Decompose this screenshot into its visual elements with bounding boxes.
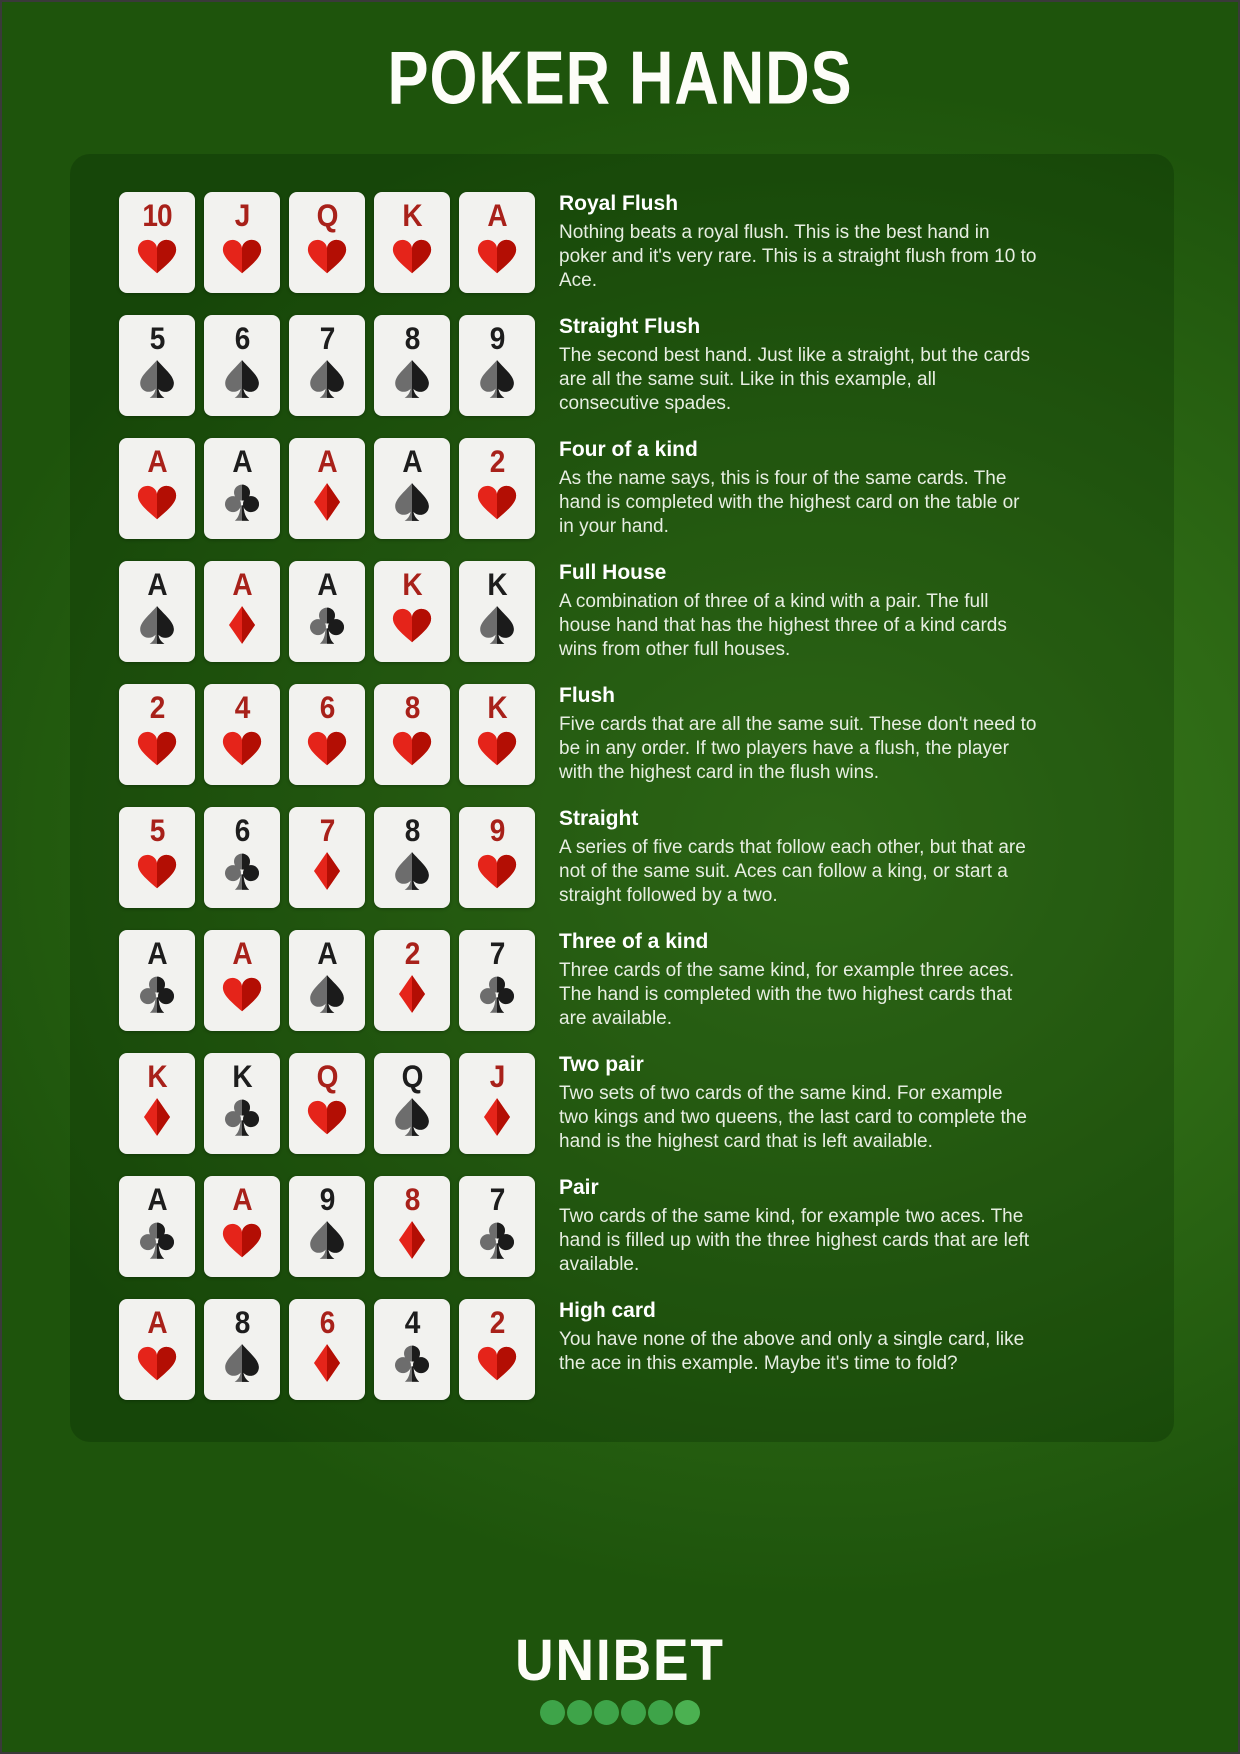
brand-dot	[567, 1700, 592, 1725]
heart-icon	[391, 604, 433, 646]
card-rank: 8	[404, 813, 420, 848]
brand-dots	[2, 1700, 1238, 1725]
diamond-icon	[136, 1096, 178, 1138]
hand-description: You have none of the above and only a single card, like the ace in this example. Maybe it's time to fold?	[559, 1329, 1025, 1375]
card-rank: K	[402, 567, 422, 602]
card-rank: 8	[404, 1182, 420, 1217]
card-rank: A	[317, 936, 337, 971]
playing-card	[374, 1053, 450, 1154]
card-group	[119, 1053, 535, 1154]
heart-icon	[391, 727, 433, 769]
heart-icon	[221, 727, 263, 769]
playing-card	[459, 192, 535, 293]
playing-card	[459, 930, 535, 1031]
card-rank: 10	[142, 198, 172, 233]
playing-card	[119, 807, 195, 908]
card-rank: 9	[489, 321, 505, 356]
card-rank: A	[232, 567, 252, 602]
club-icon	[476, 1219, 518, 1261]
hand-name: Four of a kind	[559, 438, 698, 461]
hand-info	[559, 1299, 1037, 1376]
card-rank: A	[232, 936, 252, 971]
spade-icon	[476, 358, 518, 400]
club-icon	[136, 973, 178, 1015]
spade-icon	[306, 358, 348, 400]
playing-card	[289, 684, 365, 785]
playing-card	[119, 1053, 195, 1154]
hand-info	[559, 561, 1037, 662]
card-rank: 8	[234, 1305, 250, 1340]
card-rank: A	[147, 444, 167, 479]
hand-name: High card	[559, 1299, 656, 1322]
playing-card	[374, 315, 450, 416]
card-rank: 2	[489, 1305, 505, 1340]
playing-card	[289, 438, 365, 539]
spade-icon	[306, 973, 348, 1015]
brand-dot	[648, 1700, 673, 1725]
card-rank: 7	[489, 1182, 505, 1217]
hand-row	[119, 438, 1174, 539]
heart-icon	[136, 850, 178, 892]
hand-description: As the name says, this is four of the same cards. The hand is completed with the highest card on the table or in your hand.	[559, 468, 1020, 538]
playing-card	[374, 807, 450, 908]
card-rank: K	[402, 198, 422, 233]
hand-description: Five cards that are all the same suit. These don't need to be in any order. If two players have a flush, the player with the highest card in the flush wins.	[559, 714, 1037, 784]
card-rank: A	[402, 444, 422, 479]
card-rank: 5	[149, 813, 165, 848]
brand-dot	[540, 1700, 565, 1725]
diamond-icon	[306, 481, 348, 523]
hand-info	[559, 438, 1037, 539]
card-group	[119, 438, 535, 539]
hand-name: Straight	[559, 807, 639, 830]
playing-card	[119, 1176, 195, 1277]
diamond-icon	[391, 1219, 433, 1261]
card-rank: A	[232, 444, 252, 479]
spade-icon	[391, 1096, 433, 1138]
heart-icon	[476, 481, 518, 523]
spade-icon	[391, 850, 433, 892]
heart-icon	[221, 235, 263, 277]
playing-card	[289, 1053, 365, 1154]
playing-card	[119, 192, 195, 293]
card-rank: 7	[489, 936, 505, 971]
diamond-icon	[306, 1342, 348, 1384]
hand-name: Flush	[559, 684, 615, 707]
hand-description: The second best hand. Just like a straight, but the cards are all the same suit. Like in this example, all consecutive spades.	[559, 345, 1031, 415]
heart-icon	[136, 1342, 178, 1384]
unibet-logo: UNIBET	[515, 1628, 725, 1693]
diamond-icon	[221, 604, 263, 646]
card-rank: A	[147, 1182, 167, 1217]
heart-icon	[136, 481, 178, 523]
card-rank: 2	[149, 690, 165, 725]
hand-info	[559, 315, 1037, 416]
playing-card	[374, 561, 450, 662]
card-group	[119, 807, 535, 908]
brand-dot	[621, 1700, 646, 1725]
heart-icon	[476, 1342, 518, 1384]
card-rank: J	[234, 198, 250, 233]
playing-card	[119, 561, 195, 662]
playing-card	[119, 1299, 195, 1400]
playing-card	[204, 315, 280, 416]
playing-card	[204, 561, 280, 662]
card-group	[119, 1176, 535, 1277]
club-icon	[221, 481, 263, 523]
card-rank: 6	[234, 321, 250, 356]
playing-card	[204, 684, 280, 785]
spade-icon	[221, 358, 263, 400]
heart-icon	[221, 1219, 263, 1261]
card-rank: A	[147, 567, 167, 602]
hand-row	[119, 930, 1174, 1031]
playing-card	[119, 438, 195, 539]
card-rank: 9	[319, 1182, 335, 1217]
playing-card	[374, 1176, 450, 1277]
card-rank: Q	[401, 1059, 423, 1094]
heart-icon	[306, 727, 348, 769]
playing-card	[374, 192, 450, 293]
playing-card	[204, 1053, 280, 1154]
hand-row	[119, 1053, 1174, 1154]
playing-card	[459, 315, 535, 416]
hand-name: Pair	[559, 1176, 599, 1199]
card-rank: J	[489, 1059, 505, 1094]
playing-card	[289, 315, 365, 416]
card-rank: 8	[404, 321, 420, 356]
card-rank: A	[147, 1305, 167, 1340]
playing-card	[289, 1176, 365, 1277]
playing-card	[289, 561, 365, 662]
hand-description: Nothing beats a royal flush. This is the best hand in poker and it's very rare. This is a straight flush from 10 to Ace.	[559, 222, 1037, 292]
hand-row	[119, 1176, 1174, 1277]
hand-info	[559, 930, 1037, 1031]
playing-card	[289, 807, 365, 908]
hand-info	[559, 684, 1037, 785]
card-rank: 7	[319, 321, 335, 356]
playing-card	[374, 684, 450, 785]
card-group	[119, 315, 535, 416]
playing-card	[374, 930, 450, 1031]
club-icon	[391, 1342, 433, 1384]
spade-icon	[221, 1342, 263, 1384]
hand-row	[119, 807, 1174, 908]
hand-description: Two cards of the same kind, for example two aces. The hand is filled up with the three highest cards that are left available.	[559, 1206, 1029, 1276]
diamond-icon	[391, 973, 433, 1015]
hand-row	[119, 315, 1174, 416]
spade-icon	[391, 481, 433, 523]
playing-card	[204, 1176, 280, 1277]
diamond-icon	[306, 850, 348, 892]
spade-icon	[476, 604, 518, 646]
heart-icon	[306, 1096, 348, 1138]
heart-icon	[136, 235, 178, 277]
heart-icon	[221, 973, 263, 1015]
hand-name: Royal Flush	[559, 192, 679, 215]
hand-name: Two pair	[559, 1053, 644, 1076]
playing-card	[204, 930, 280, 1031]
heart-icon	[476, 850, 518, 892]
card-rank: 6	[319, 1305, 335, 1340]
heart-icon	[306, 235, 348, 277]
card-group	[119, 192, 535, 293]
playing-card	[374, 438, 450, 539]
hand-name: Full House	[559, 561, 667, 584]
page-title: POKER HANDS	[387, 35, 853, 120]
playing-card	[204, 192, 280, 293]
playing-card	[204, 438, 280, 539]
playing-card	[119, 315, 195, 416]
diamond-icon	[476, 1096, 518, 1138]
spade-icon	[136, 604, 178, 646]
playing-card	[289, 930, 365, 1031]
playing-card	[459, 684, 535, 785]
card-rank: A	[317, 444, 337, 479]
card-group	[119, 684, 535, 785]
card-rank: 8	[404, 690, 420, 725]
playing-card	[459, 1053, 535, 1154]
heart-icon	[476, 727, 518, 769]
playing-card	[459, 561, 535, 662]
spade-icon	[306, 1219, 348, 1261]
card-rank: A	[147, 936, 167, 971]
playing-card	[119, 684, 195, 785]
card-rank: 2	[489, 444, 505, 479]
card-rank: K	[147, 1059, 167, 1094]
hand-row	[119, 192, 1174, 293]
card-rank: 9	[489, 813, 505, 848]
card-rank: A	[317, 567, 337, 602]
playing-card	[459, 807, 535, 908]
hands-panel	[70, 154, 1174, 1442]
hand-description: Two sets of two cards of the same kind. For example two kings and two queens, the last card to complete the hand is the highest card that is left available.	[559, 1083, 1027, 1153]
card-rank: Q	[316, 198, 338, 233]
hand-info	[559, 1053, 1037, 1154]
brand-dot	[594, 1700, 619, 1725]
brand-dot	[675, 1700, 700, 1725]
playing-card	[374, 1299, 450, 1400]
card-group	[119, 930, 535, 1031]
hand-row	[119, 561, 1174, 662]
spade-icon	[391, 358, 433, 400]
card-rank: A	[232, 1182, 252, 1217]
heart-icon	[391, 235, 433, 277]
hand-name: Straight Flush	[559, 315, 701, 338]
spade-icon	[136, 358, 178, 400]
playing-card	[204, 807, 280, 908]
card-rank: 2	[404, 936, 420, 971]
hand-info	[559, 1176, 1037, 1277]
card-rank: 5	[149, 321, 165, 356]
club-icon	[476, 973, 518, 1015]
playing-card	[119, 930, 195, 1031]
playing-card	[289, 1299, 365, 1400]
footer	[2, 1628, 1238, 1725]
card-rank: K	[487, 567, 507, 602]
card-rank: Q	[316, 1059, 338, 1094]
hand-row	[119, 1299, 1174, 1400]
hand-description: Three cards of the same kind, for example three aces. The hand is completed with the two highest cards that are available.	[559, 960, 1015, 1030]
hand-description: A series of five cards that follow each other, but that are not of the same suit. Aces can follow a king, or start a straight followed by a two.	[559, 837, 1026, 907]
card-rank: 4	[404, 1305, 420, 1340]
hand-info	[559, 192, 1037, 293]
club-icon	[221, 1096, 263, 1138]
club-icon	[306, 604, 348, 646]
card-group	[119, 1299, 535, 1400]
hand-description: A combination of three of a kind with a pair. The full house hand that has the highest three of a kind cards wins from other full houses.	[559, 591, 1007, 661]
card-group	[119, 561, 535, 662]
heart-icon	[136, 727, 178, 769]
card-rank: K	[487, 690, 507, 725]
card-rank: K	[232, 1059, 252, 1094]
card-rank: 4	[234, 690, 250, 725]
playing-card	[459, 438, 535, 539]
playing-card	[204, 1299, 280, 1400]
playing-card	[459, 1299, 535, 1400]
playing-card	[459, 1176, 535, 1277]
hand-name: Three of a kind	[559, 930, 709, 953]
card-rank: 7	[319, 813, 335, 848]
club-icon	[136, 1219, 178, 1261]
hand-info	[559, 807, 1037, 908]
hand-row	[119, 684, 1174, 785]
card-rank: A	[487, 198, 507, 233]
club-icon	[221, 850, 263, 892]
card-rank: 6	[234, 813, 250, 848]
playing-card	[289, 192, 365, 293]
card-rank: 6	[319, 690, 335, 725]
heart-icon	[476, 235, 518, 277]
